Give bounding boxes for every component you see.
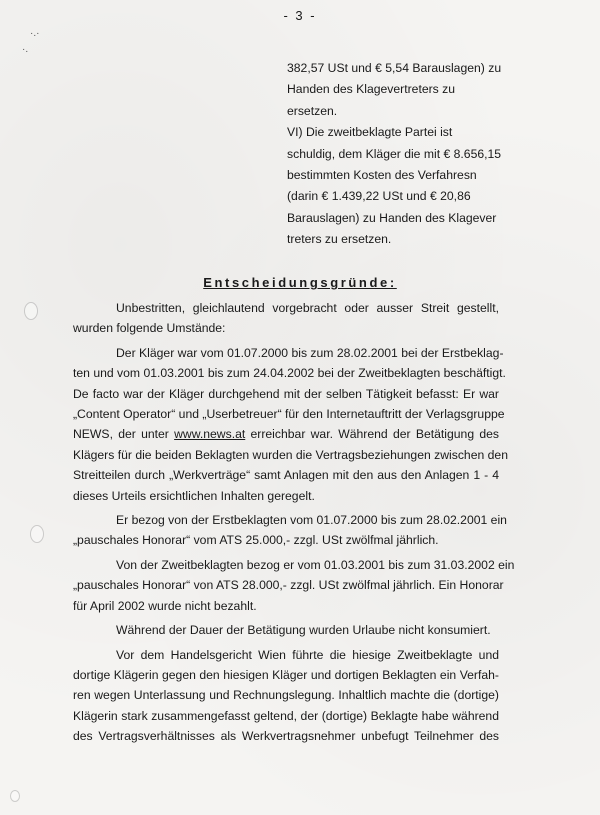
- text-line: Barauslagen) zu Handen des Klagever: [287, 210, 497, 225]
- page-number: - 3 -: [283, 8, 317, 23]
- paragraph: [73, 645, 499, 747]
- text-line: für April 2002 wurde nicht bezahlt.: [73, 598, 257, 613]
- body-text: [73, 298, 515, 747]
- paragraph: [73, 510, 507, 551]
- scan-speck: ·.·: [30, 28, 40, 39]
- text-line: dortige Klägerin gegen den hiesigen Kläger und dortigen Beklagten ein Verfah-: [73, 667, 499, 682]
- text-line: Handen des Klagevertreters zu: [287, 82, 456, 97]
- text-line: VI) Die zweitbeklagte Partei ist: [287, 125, 453, 140]
- paragraph: [73, 343, 508, 506]
- text-line: Klägerin stark zusammengefasst geltend, der (dortige) Beklagte habe während: [73, 708, 499, 723]
- text-line: schuldig, dem Kläger die mit € 8.656,15: [287, 146, 502, 161]
- text-line: ersetzen.: [287, 103, 338, 118]
- text-line: [73, 424, 499, 444]
- text-line: De facto war der Kläger durchgehend mit der selben Tätigkeit befasst: Er war: [73, 386, 499, 401]
- text-line: ten und vom 01.03.2001 bis zum 24.04.2002 bei der Zweitbeklagten beschäftigt.: [73, 366, 506, 381]
- text-line: Streitteilen durch „Werkverträge“ samt Anlagen mit den aus den Anlagen 1 - 4: [73, 468, 499, 483]
- text-line: Er bezog von der Erstbeklagten vom 01.07.2000 bis zum 28.02.2001 ein: [116, 513, 507, 528]
- paragraph: [73, 620, 499, 640]
- text-line: „Content Operator“ und „Userbetreuer“ für den Internetauftritt der Verlagsgruppe: [73, 407, 505, 422]
- text-line: Während der Dauer der Betätigung wurden Urlaube nicht konsumiert.: [116, 623, 491, 638]
- text-line: des Vertragsverhältnisses als Werkvertragsnehmer unbefugt Teilnehmer des: [73, 729, 499, 744]
- cost-ruling-block: [287, 58, 537, 251]
- text-line: Von der Zweitbeklagten bezog er vom 01.03.2001 bis zum 31.03.2002 ein: [116, 557, 515, 572]
- text-line: dieses Urteils ersichtlichen Inhalten geregelt.: [73, 488, 315, 503]
- text-line: (darin € 1.439,22 USt und € 20,86: [287, 189, 471, 204]
- paragraph: [73, 298, 499, 339]
- text-line: ren wegen Unterlassung und Rechnungslegung. Inhaltlich machte die (dortige): [73, 688, 499, 703]
- text-line: Der Kläger war vom 01.07.2000 bis zum 28.02.2001 bei der Erstbeklag-: [116, 345, 504, 360]
- text-line: „pauschales Honorar“ vom ATS 25.000,- zzgl. USt zwölfmal jährlich.: [73, 533, 439, 548]
- punch-hole-mark: [24, 302, 38, 320]
- punch-hole-mark: [10, 790, 20, 802]
- text-line: „pauschales Honorar“ von ATS 28.000,- zzgl. USt zwölfmal jährlich. Ein Honorar: [73, 578, 504, 593]
- text-line: 382,57 USt und € 5,54 Barauslagen) zu: [287, 61, 502, 75]
- paragraph: [73, 555, 515, 616]
- section-heading: Entscheidungsgründe:: [203, 275, 397, 290]
- punch-hole-mark: [30, 525, 44, 543]
- text-line: wurden folgende Umstände:: [73, 321, 226, 336]
- text-fragment: erreichbar war. Während der Betätigung des: [245, 427, 499, 442]
- scan-speck: ·.: [22, 44, 29, 55]
- text-line: treters zu ersetzen.: [287, 232, 392, 247]
- text-line: Klägers für die beiden Beklagten wurden die Vertragsbeziehungen zwischen den: [73, 447, 508, 462]
- text-line: Unbestritten, gleichlautend vorgebracht oder ausser Streit gestellt,: [116, 301, 499, 315]
- news-website-link[interactable]: www.news.at: [174, 427, 246, 442]
- text-line: Vor dem Handelsgericht Wien führte die hiesige Zweitbeklagte und: [116, 647, 499, 662]
- text-line: bestimmten Kosten des Verfahresn: [287, 168, 477, 183]
- text-fragment: NEWS, der unter: [73, 427, 175, 442]
